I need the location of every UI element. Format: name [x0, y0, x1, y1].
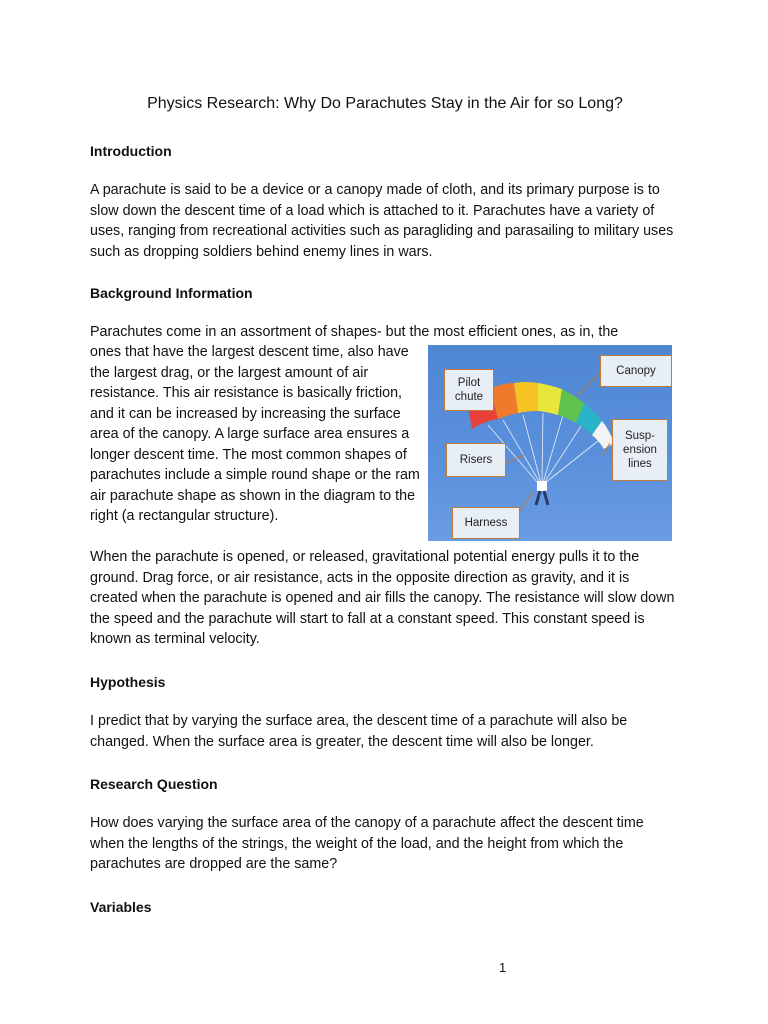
callout-risers [446, 443, 506, 477]
label-risers: Risers [459, 454, 493, 466]
label-chute: chute [454, 391, 484, 403]
label-pilot: Pilot [457, 377, 481, 389]
callout-suspension-lines [612, 419, 668, 481]
callout-pilot-chute [444, 369, 494, 411]
heading-research-question: Research Question [90, 776, 218, 792]
background-wrapped-text: ones that have the largest descent time, also have the largest drag, or the largest amount of air resistance. This air resistance is basically friction, and it can be increased by increasing the surface area of the canopy. A large surface area ensures a longer descent time. The most common shapes of parachutes include a simple round shape or the ram air parachute shape as shown in the diagram to the right (a rectangular structure). [90, 344, 420, 524]
label-ension: ension [623, 444, 657, 456]
page-number: 1 [499, 960, 507, 975]
label-harness: Harness [464, 517, 508, 529]
background-first-line: Parachutes come in an assortment of shapes- but the most efficient ones, as in, the [90, 324, 619, 340]
callout-canopy [600, 355, 672, 387]
introduction-paragraph: A parachute is said to be a device or a canopy made of cloth, and its primary purpose is to slow down the descent time of a load which is attached to it. Parachutes have a variety of uses, ranging from recreational activities such as paragliding and parasailing to military uses such as dropping soldiers behind enemy lines in wars. [90, 182, 674, 260]
background-paragraph-2: When the parachute is opened, or released, gravitational potential energy pulls it to the ground. Drag force, or air resistance, acts in the opposite direction as gravity, and it is created when the parachute is opened and air fills the canopy. The resistance will slow down the speed and the parachute will start to fall at a constant speed. This constant speed is known as terminal velocity. [90, 549, 675, 647]
research-question-paragraph: How does varying the surface area of the canopy of a parachute affect the descent time when the lengths of the strings, the weight of the load, and the height from which the parachutes are dropped are the same? [90, 815, 644, 872]
parachute-diagram [428, 345, 672, 541]
label-lines: lines [628, 458, 652, 470]
heading-background: Background Information [90, 285, 253, 301]
jumper-figure [536, 481, 548, 505]
hypothesis-paragraph: I predict that by varying the surface area, the descent time of a parachute will also be changed. When the surface area is greater, the descent time will also be longer. [90, 713, 628, 750]
heading-hypothesis: Hypothesis [90, 674, 166, 690]
label-canopy: Canopy [616, 365, 656, 377]
heading-variables: Variables [90, 899, 152, 915]
page-title: Physics Research: Why Do Parachutes Stay in the Air for so Long? [147, 95, 623, 112]
callout-harness [452, 507, 520, 539]
label-susp: Susp- [624, 430, 656, 442]
heading-introduction: Introduction [90, 143, 172, 159]
